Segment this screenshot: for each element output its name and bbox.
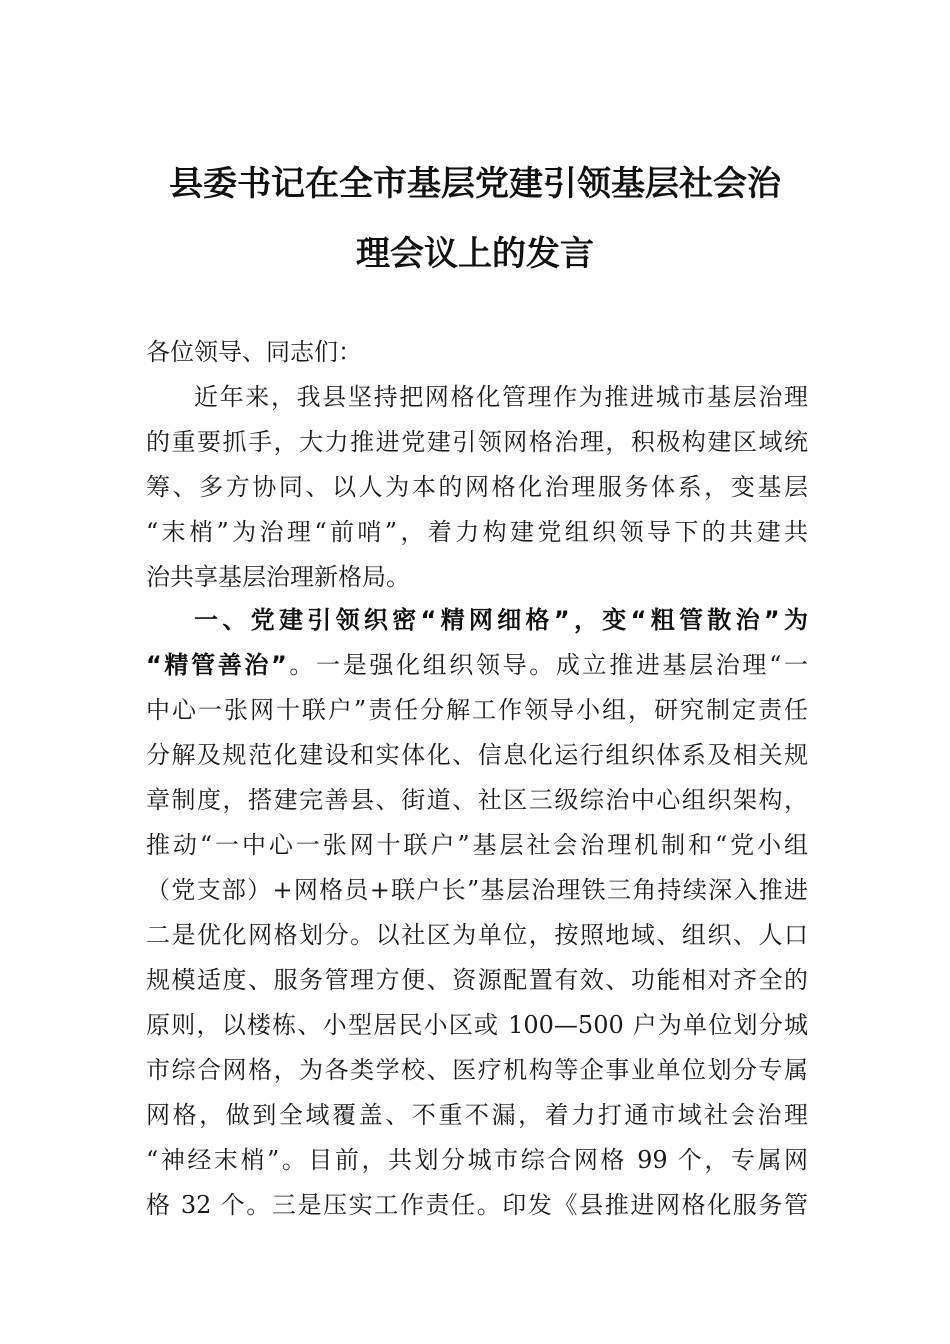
paragraph-1-line: 的重要抓手，大力推进党建引领网格治理，积极构建区域统 xyxy=(146,428,808,456)
section-1-heading: 一、党建引领织密“精网细格”，变“粗管散治”为 xyxy=(194,606,808,634)
paragraph-1-line: “末梢”为治理“前哨”，着力构建党组织领导下的共建共 xyxy=(146,518,808,546)
section-1-body-line: 分解及规范化建设和实体化、信息化运行组织体系及相关规 xyxy=(146,741,808,769)
section-1-body-line: “神经末梢”。目前，共划分城市综合网格 99 个，专属网 xyxy=(146,1146,808,1174)
section-1-heading-line-2 xyxy=(146,650,808,680)
paragraph-1-line: 筹、多方协同、以人为本的网格化治理服务体系，变基层 xyxy=(146,473,808,501)
section-1-body-line: 原则，以楼栋、小型居民小区或 100—500 户为单位划分城 xyxy=(146,1011,808,1039)
paragraph-1-line: 近年来，我县坚持把网格化管理作为推进城市基层治理 xyxy=(194,383,808,411)
section-1-body-line: 章制度，搭建完善县、街道、社区三级综治中心组织架构， xyxy=(146,786,808,814)
section-1-body-line: 推动“一中心一张网十联户”基层社会治理机制和“党小组 xyxy=(146,831,808,859)
salutation: 各位领导、同志们： xyxy=(146,338,362,366)
section-1-heading-bold: “精管善治” xyxy=(146,651,287,679)
section-1-body-line: 网格，做到全域覆盖、不重不漏，着力打通市域社会治理 xyxy=(146,1101,808,1129)
section-1-body-line: 中心一张网十联户”责任分解工作领导小组，研究制定责任 xyxy=(146,696,808,724)
paragraph-1-line: 治共享基层治理新格局。 xyxy=(146,563,410,591)
section-1-body-start: 。一是强化组织领导。成立推进基层治理“一 xyxy=(286,651,808,679)
section-1-body-line: 格 32 个。三是压实工作责任。印发《县推进网格化服务管 xyxy=(146,1191,808,1219)
section-1-body-line: 规模适度、服务管理方便、资源配置有效、功能相对齐全的 xyxy=(146,966,808,994)
document-title-line-2: 理会议上的发言 xyxy=(356,234,594,274)
section-1-body-line: 市综合网格，为各类学校、医疗机构等企事业单位划分专属 xyxy=(146,1056,808,1084)
section-1-body-line: 二是优化网格划分。以社区为单位，按照地域、组织、人口 xyxy=(146,921,808,949)
document-title-line-1: 县委书记在全市基层党建引领基层社会治 xyxy=(169,164,781,204)
section-1-body-line: （党支部）+网格员+联户长”基层治理铁三角持续深入推进 xyxy=(146,876,808,904)
